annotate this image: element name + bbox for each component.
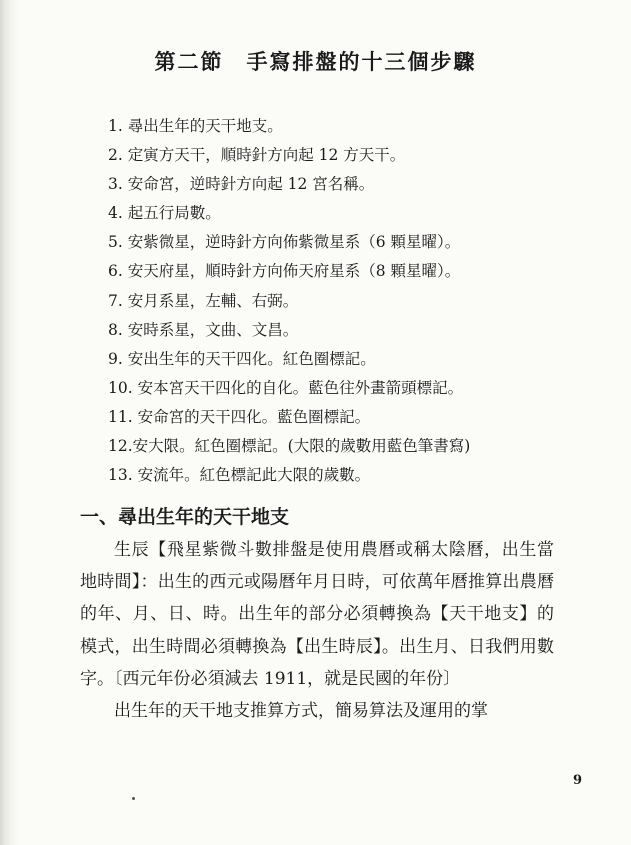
section-body	[80, 534, 554, 727]
body-paragraph: 生辰【飛星紫微斗數排盤是使用農曆或稱太陰曆，出生當地時間】：出生的西元或陽曆年月日時，可依萬年曆推算出農曆的年、月、日、時。出生年的部分必須轉換為【天干地支】的模式，出生時間必須轉換為【出生時辰】。出生月、日我們用數字。〔西元年份必須減去 1911，就是民國的年份〕	[80, 540, 554, 689]
step-item: 2. 定寅方天干，順時針方向起 12 方天干。	[108, 146, 406, 165]
page-title: 第二節 手寫排盤的十三個步驟	[154, 49, 477, 74]
step-item: 9. 安出生年的天干四化。紅色圈標記。	[108, 349, 376, 368]
page-number: 9	[573, 773, 583, 788]
page-binding-edge	[0, 0, 18, 845]
step-item: 13. 安流年。紅色標記此大限的歲數。	[108, 466, 371, 485]
step-item: 7. 安月系星，左輔、右弼。	[108, 291, 299, 310]
step-item: 12.安大限。紅色圈標記。(大限的歲數用藍色筆書寫)	[108, 437, 471, 456]
step-item: 4. 起五行局數。	[108, 204, 221, 223]
section-heading: 一、尋出生年的天干地支	[80, 506, 290, 528]
step-item: 8. 安時系星，文曲、文昌。	[108, 320, 299, 339]
steps-list	[108, 112, 470, 490]
body-paragraph: 出生年的天干地支推算方式，簡易算法及運用的掌	[114, 701, 488, 722]
step-item: 1. 尋出生年的天干地支。	[108, 117, 283, 135]
step-item: 5. 安紫微星，逆時針方向佈紫微星系（6 顆星曜）。	[108, 233, 461, 252]
print-speck	[132, 797, 135, 800]
step-item: 11. 安命宮的天干四化。藍色圈標記。	[108, 407, 371, 426]
step-item: 10. 安本宮天干四化的自化。藍色往外畫箭頭標記。	[108, 378, 464, 397]
step-item: 3. 安命宮，逆時針方向起 12 宮名稱。	[108, 175, 375, 194]
step-item: 6. 安天府星，順時針方向佈天府星系（8 顆星曜）。	[108, 262, 461, 281]
